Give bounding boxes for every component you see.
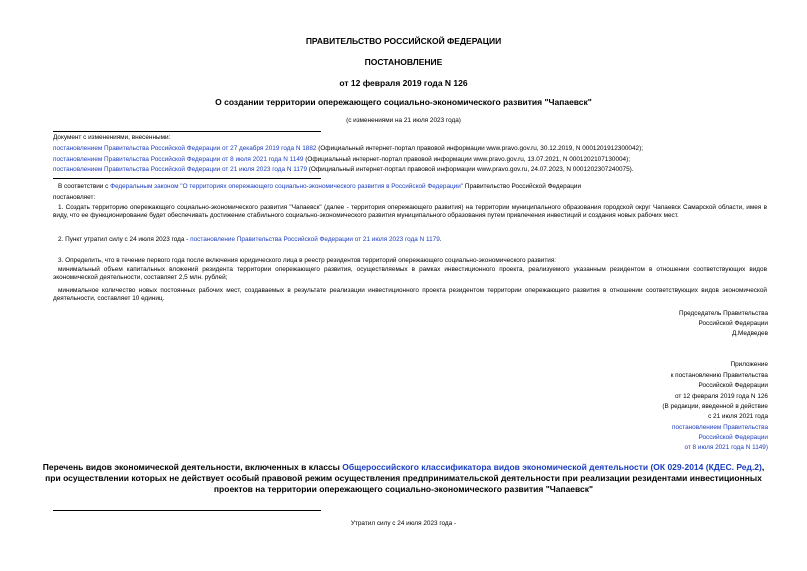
appendix-line: Приложение <box>730 361 768 368</box>
paragraph-3a: минимальный объем капитальных вложений резидента территории опережающего развития, осуществляемых в рамках инвестиционного проекта, реализуемого указанным резидентом в отношении соответствующих видов экономической деятельности, составляет 2,5 млн. рублей; <box>53 266 767 282</box>
government-heading: ПРАВИТЕЛЬСТВО РОССИЙСКОЙ ФЕДЕРАЦИИ <box>305 36 502 46</box>
date-number-heading: от 12 февраля 2019 года N 126 <box>339 78 468 88</box>
paragraph-1: 1. Создать территорию опережающего социально-экономического развития "Чапаевск" (далее - территория опережающего развития) на территории муниципального образования городской округ Чапаевск Самарской области, имея в виду, что ее функционирование будет обеспечивать достижение стабильного социально-экономического развития муниципального образования путем привлечения инвестиций и создания новых рабочих мест. <box>53 204 767 220</box>
appendix-link[interactable]: от 8 июля 2021 года N 1149) <box>684 444 768 451</box>
appendix-link[interactable]: Российской Федерации <box>698 434 768 441</box>
preamble: В соответствии с Федеральным законом "О территориях опережающего социально-экономического развития в Российской Федерации" Правительство Российской Федерации <box>58 183 582 190</box>
appendix-line: Российской Федерации <box>698 382 768 389</box>
bottom-divider <box>53 178 321 179</box>
change-link-2[interactable]: постановлением Правительства Российской Федерации от 8 июля 2021 года N 1149 <box>53 156 304 163</box>
signature-title-2: Российской Федерации <box>698 320 768 327</box>
change-item: постановлением Правительства Российской Федерации от 27 декабря 2019 года N 1882 (Официальный интернет-портал правовой информации www.pravo.gov.ru, 30.12.2019, N 0001201912300042); <box>53 145 644 152</box>
signature-name: Д.Медведев <box>731 330 768 337</box>
p2-link[interactable]: постановление Правительства Российской Федерации от 21 июля 2023 года N 1179 <box>190 236 440 243</box>
appendix-link[interactable]: постановлением Правительства <box>672 424 768 431</box>
paragraph-3: 3. Определить, что в течение первого года после включения юридического лица в реестр резидентов территорий опережающего социально-экономического развития: <box>58 257 557 264</box>
appendix-line: с 21 июля 2021 года <box>708 413 768 420</box>
document-title: О создании территории опережающего социально-экономического развития "Чапаевск" <box>215 97 592 107</box>
paragraph-3b: минимальное количество новых постоянных рабочих мест, создаваемых в результате реализации инвестиционного проекта резидентом территории опережающего развития в отношении соответствующих видов экономической деятельности, составляет 10 единиц. <box>53 287 767 303</box>
changes-intro: Документ с изменениями, внесенными: <box>53 134 171 141</box>
doc-type-heading: ПОСТАНОВЛЕНИЕ <box>364 57 443 67</box>
change-item: постановлением Правительства Российской Федерации от 8 июля 2021 года N 1149 (Официальный интернет-портал правовой информации www.pravo.gov.ru, 13.07.2021, N 0001202107130004); <box>53 156 631 163</box>
changes-note: (с изменениями на 21 июля 2023 года) <box>346 117 461 124</box>
change-item: постановлением Правительства Российской Федерации от 21 июля 2023 года N 1179 (Официальный интернет-портал правовой информации www.pravo.gov.ru, 24.07.2023, N 0001202307240075). <box>53 166 634 173</box>
appendix-line: к постановлению Правительства <box>670 372 768 379</box>
appendix-line: (В редакции, введенной в действие <box>662 403 768 410</box>
top-divider <box>53 131 321 132</box>
list-title: Перечень видов экономической деятельности, включенных в классы Общероссийского классификатора видов экономической деятельности (ОК 029-2014 (КДЕС. Ред.2), при осуществлении которых не действует особый правовой режим осуществления предпринимательской деятельности при реализации резидентами инвестиционных проектов на территории опережающего социально-экономического развития "Чапаевск" <box>42 462 765 494</box>
decrees-word: постановляет: <box>53 194 96 201</box>
change-link-1[interactable]: постановлением Правительства Российской Федерации от 27 декабря 2019 года N 1882 <box>53 145 317 152</box>
paragraph-2: 2. Пункт утратил силу с 24 июля 2023 года - постановление Правительства Российской Федерации от 21 июля 2023 года N 1179. <box>58 236 442 243</box>
signature-title-1: Председатель Правительства <box>679 310 768 317</box>
appendix-line: от 12 февраля 2019 года N 126 <box>675 393 768 400</box>
okved-link[interactable]: Общероссийского классификатора видов экономической деятельности (ОК 029-2014 (КДЕС. Ред.2) <box>342 462 762 472</box>
footer-note: Утратил силу с 24 июля 2023 года - <box>350 520 457 527</box>
federal-law-link[interactable]: Федеральным законом "О территориях опережающего социально-экономического развития в Российской Федерации" <box>110 183 464 190</box>
change-link-3[interactable]: постановлением Правительства Российской Федерации от 21 июля 2023 года N 1179 <box>53 166 307 173</box>
footer-divider <box>53 510 321 511</box>
